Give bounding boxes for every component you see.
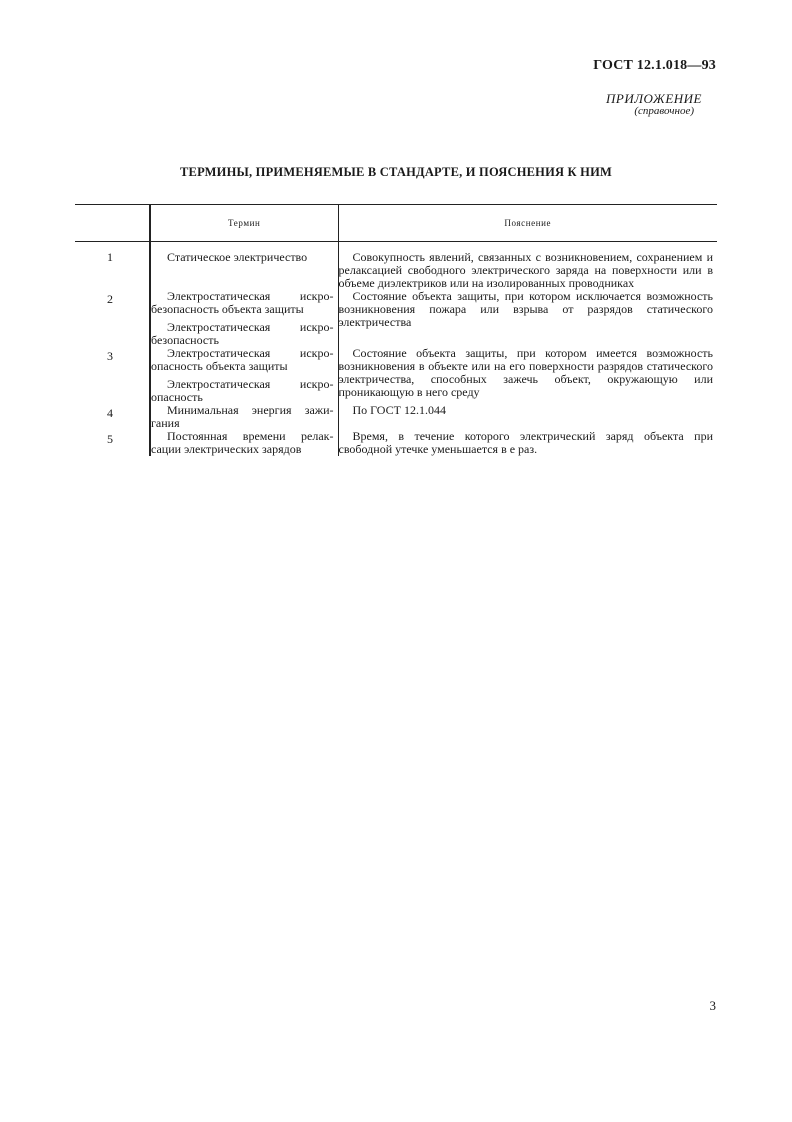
explanation-cell: Состояние объекта защиты, при котором исключается возможность возникновения пожара или взрыва от разрядов статического электричества (338, 289, 713, 329)
table-header-row (75, 205, 717, 242)
explanation-cell: Время, в течение которого электрический заряд объекта при свободной утечке уменьшается в e раз. (338, 429, 713, 456)
row-number: 3 (107, 349, 113, 363)
term-text: Минимальная энергия зажи-гания (151, 403, 334, 430)
table-row (75, 430, 717, 456)
explanation-cell: Совокупность явлений, связанных с возникновением, сохранением и релаксацией свободного электрического заряда на поверхности или в объеме диэлектриков или на изолированных проводниках (338, 250, 713, 290)
column-header-term: Термин (150, 205, 338, 242)
row-number: 5 (107, 432, 113, 446)
table-row (75, 242, 717, 291)
table-row (75, 290, 717, 347)
term-text: Электростатическая искро-безопасность (151, 320, 334, 347)
term-text: Электростатическая искро-безопасность объекта защиты (151, 289, 334, 316)
row-number: 2 (107, 292, 113, 306)
column-header-number (75, 205, 150, 242)
table-row (75, 347, 717, 404)
document-code: ГОСТ 12.1.018—93 (593, 58, 716, 73)
term-cell (150, 290, 338, 347)
explanation-cell: Состояние объекта защиты, при котором имеется возможность возникновения в объекте или на его поверхности разрядов статического электричества, способных зажечь объект, окружающую или проникающую в него среду (338, 346, 713, 399)
row-number: 1 (107, 250, 113, 264)
column-header-explanation: Пояснение (338, 205, 717, 242)
term-text: Постоянная времени релак-сации электрических зарядов (151, 429, 334, 456)
appendix-title: ПРИЛОЖЕНИЕ (606, 91, 702, 106)
page-title: ТЕРМИНЫ, ПРИМЕНЯЕМЫЕ В СТАНДАРТЕ, И ПОЯСНЕНИЯ К НИМ (180, 165, 612, 179)
term-cell (150, 404, 338, 430)
page-number: 3 (709, 998, 716, 1013)
terms-table (75, 204, 717, 456)
term-text: Электростатическая искро-опасность (151, 377, 334, 404)
term-text: Статическое электричество (167, 250, 308, 264)
term-cell (150, 242, 338, 291)
row-number: 4 (107, 406, 113, 420)
term-text: Электростатическая искро-опасность объекта защиты (151, 346, 334, 373)
term-cell (150, 430, 338, 456)
table-row (75, 404, 717, 430)
appendix-label (606, 92, 702, 117)
explanation-cell: По ГОСТ 12.1.044 (352, 403, 446, 417)
appendix-subtitle: (справочное) (634, 104, 694, 117)
term-cell (150, 347, 338, 404)
